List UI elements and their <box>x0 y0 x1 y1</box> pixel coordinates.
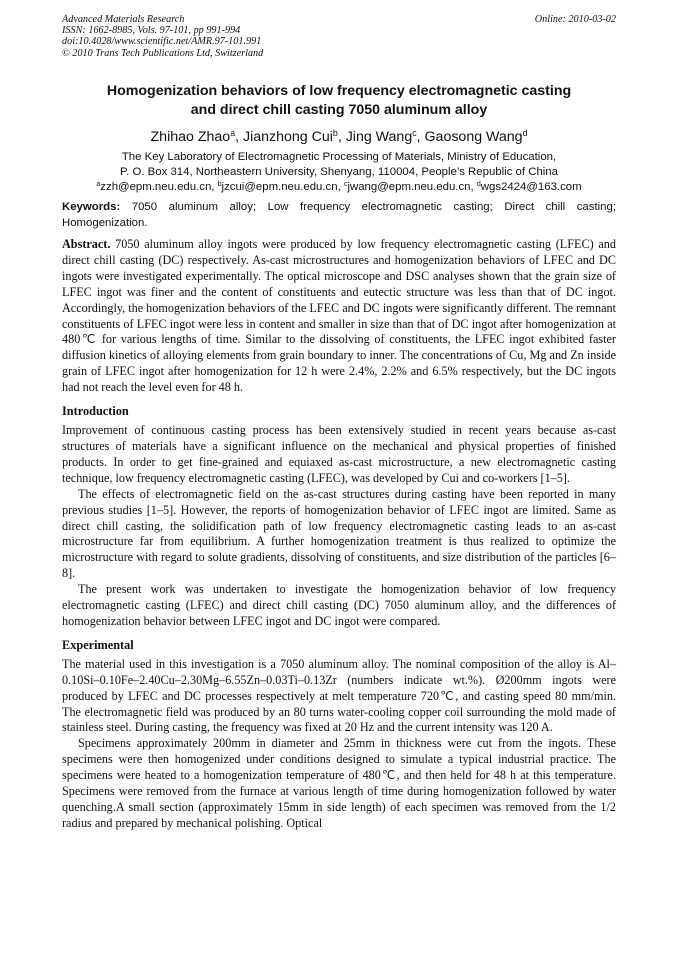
email[interactable]: $^c$jwang@epm.neu.edu.cn, <box>343 181 477 193</box>
paragraph: The present work was undertaken to investigate the homogenization behavior of low frequency electromagnetic casting (LFEC) and direct chill casting (DC) 7050 aluminum alloy, and the differences of homogenization behavior between LFEC ingot and DC ingot were compared. <box>62 582 616 628</box>
title-line-1: Homogenization behaviors of low frequency electromagnetic casting <box>106 83 572 99</box>
abstract-label: Abstract. <box>62 237 111 251</box>
paper-title <box>40 82 638 120</box>
affiliation-line-1: The Key Laboratory of Electromagnetic Processing of Materials, Ministry of Education, <box>121 151 557 163</box>
abstract-text: 7050 aluminum alloy ingots were produced by low frequency electromagnetic casting (LFEC) and direct chill casting (DC) respectively. As-cast microstructures and homogenization behaviors of LFEC and DC ingots were investigated experimentally. The optical microscope and DSC analyses shown that the grain size of LFEC ingot was finer and the content of constituents and eutectic structure was less than that of DC ingot. Accordingly, the homogenization behaviors of the LFEC and DC ingots were significantly different. The remnant constituents of LFEC ingot were less in content and smaller in size than that of DC ingot after homogenization at 480℃ for various lengths of time. Similar to the dissolving of constituents, the LFEC ingot exhibited faster diffusion kinetics of alloying elements from grain boundary to inner. The concentrations of Cu, Mg and Zn inside grain of LFEC ingot after homogenization for 12 h were 2.4%, 2.2% and 6.5% respectively, but the DC ingots had not reach the level even for 48 h. <box>62 237 616 395</box>
affiliation <box>0 150 678 195</box>
affiliation-line-2: P. O. Box 314, Northeastern University, Shenyang, 110004, People’s Republic of China <box>120 166 558 178</box>
email[interactable]: $^b$jzcui@epm.neu.edu.cn, <box>217 181 344 193</box>
author: Zhihao Zhao$^a$, <box>150 128 243 145</box>
paragraph: The material used in this investigation is a 7050 aluminum alloy. The nominal composition of the alloy is Al–0.10Si–0.10Fe–2.40Cu–2.30Mg–6.55Zn–0.03Ti–0.13Zr (numbers indicate wt.%). Ø200mm ingots were produced by LFEC and DC processes respectively at melt temperature 720℃, and casting speed 80 mm/min. The electromagnetic field was produced by an 80 turns water-cooling copper coil surrounding the mold made of stainless steel. During casting, the frequency was fixed at 20 Hz and the current intensity was 120 A. <box>62 656 616 735</box>
experimental-heading: Experimental <box>62 637 134 652</box>
online-date: Online: 2010-03-02 <box>534 14 616 25</box>
doi: doi:10.4028/www.scientific.net/AMR.97-101.991 <box>62 36 262 48</box>
author: Gaosong Wang$^d$ <box>424 128 528 145</box>
author: Jianzhong Cui$^b$, <box>242 128 346 145</box>
introduction-heading: Introduction <box>62 404 129 419</box>
email[interactable]: $^a$zzh@epm.neu.edu.cn, <box>96 181 218 193</box>
issn: ISSN: 1662-8985, Vols. 97-101, pp 991-994 <box>62 25 241 37</box>
title-line-2: and direct chill casting 7050 aluminum alloy <box>190 102 488 118</box>
copyright: © 2010 Trans Tech Publications Ltd, Switzerland <box>62 47 264 59</box>
paragraph: Specimens approximately 200mm in diameter and 25mm in thickness were cut from the ingots. These specimens were then homogenized under conditions designed to simulate a typical industrial practice. The specimens were heated to a homogenization temperature of 480℃, and then held for 48 h at this temperature. Specimens were removed from the furnace at various length of time during homogenization followed by water quenching.A small section (approximately 15mm in side length) of each specimen was removed from the 1/2 radius and prepared by mechanical polishing. Optical <box>62 736 616 830</box>
paper-body <box>62 237 616 832</box>
keywords <box>62 200 616 231</box>
journal-header <box>62 14 616 59</box>
email[interactable]: $^d$wgs2424@163.com <box>476 181 582 193</box>
author: Jing Wang$^c$, <box>345 128 425 145</box>
author-list <box>0 128 678 146</box>
abstract <box>62 237 616 396</box>
journal-name: Advanced Materials Research <box>62 14 185 25</box>
keywords-label: Keywords: <box>62 201 121 213</box>
paragraph: Improvement of continuous casting process has been extensively studied in recent years because as-cast structures of materials have a significant influence on the mechanical and physical properties of finished products. In order to get fine-grained and equiaxed as-cast microstructure, a new electromagnetic casting technique, low frequency electromagnetic casting (LFEC), was developed by Cui and co-workers [1–5]. <box>62 423 616 485</box>
email-list <box>0 180 678 195</box>
keywords-text: 7050 aluminum alloy; Low frequency electromagnetic casting; Direct chill casting; Homogenization. <box>62 201 616 229</box>
paragraph: The effects of electromagnetic field on the as-cast structures during casting have been reported in many previous studies [1–5]. However, the reports of homogenization behavior of LFEC ingot are limited. Same as direct chill casting, the solidification path of low frequency electromagnetic casting leads to an as-cast microstructure far from equilibrium. A further homogenization treatment is thus realized to optimize the microstructure with regard to solute gradients, dissolving of constituents, and size distribution of the particles [6–8]. <box>62 486 616 581</box>
